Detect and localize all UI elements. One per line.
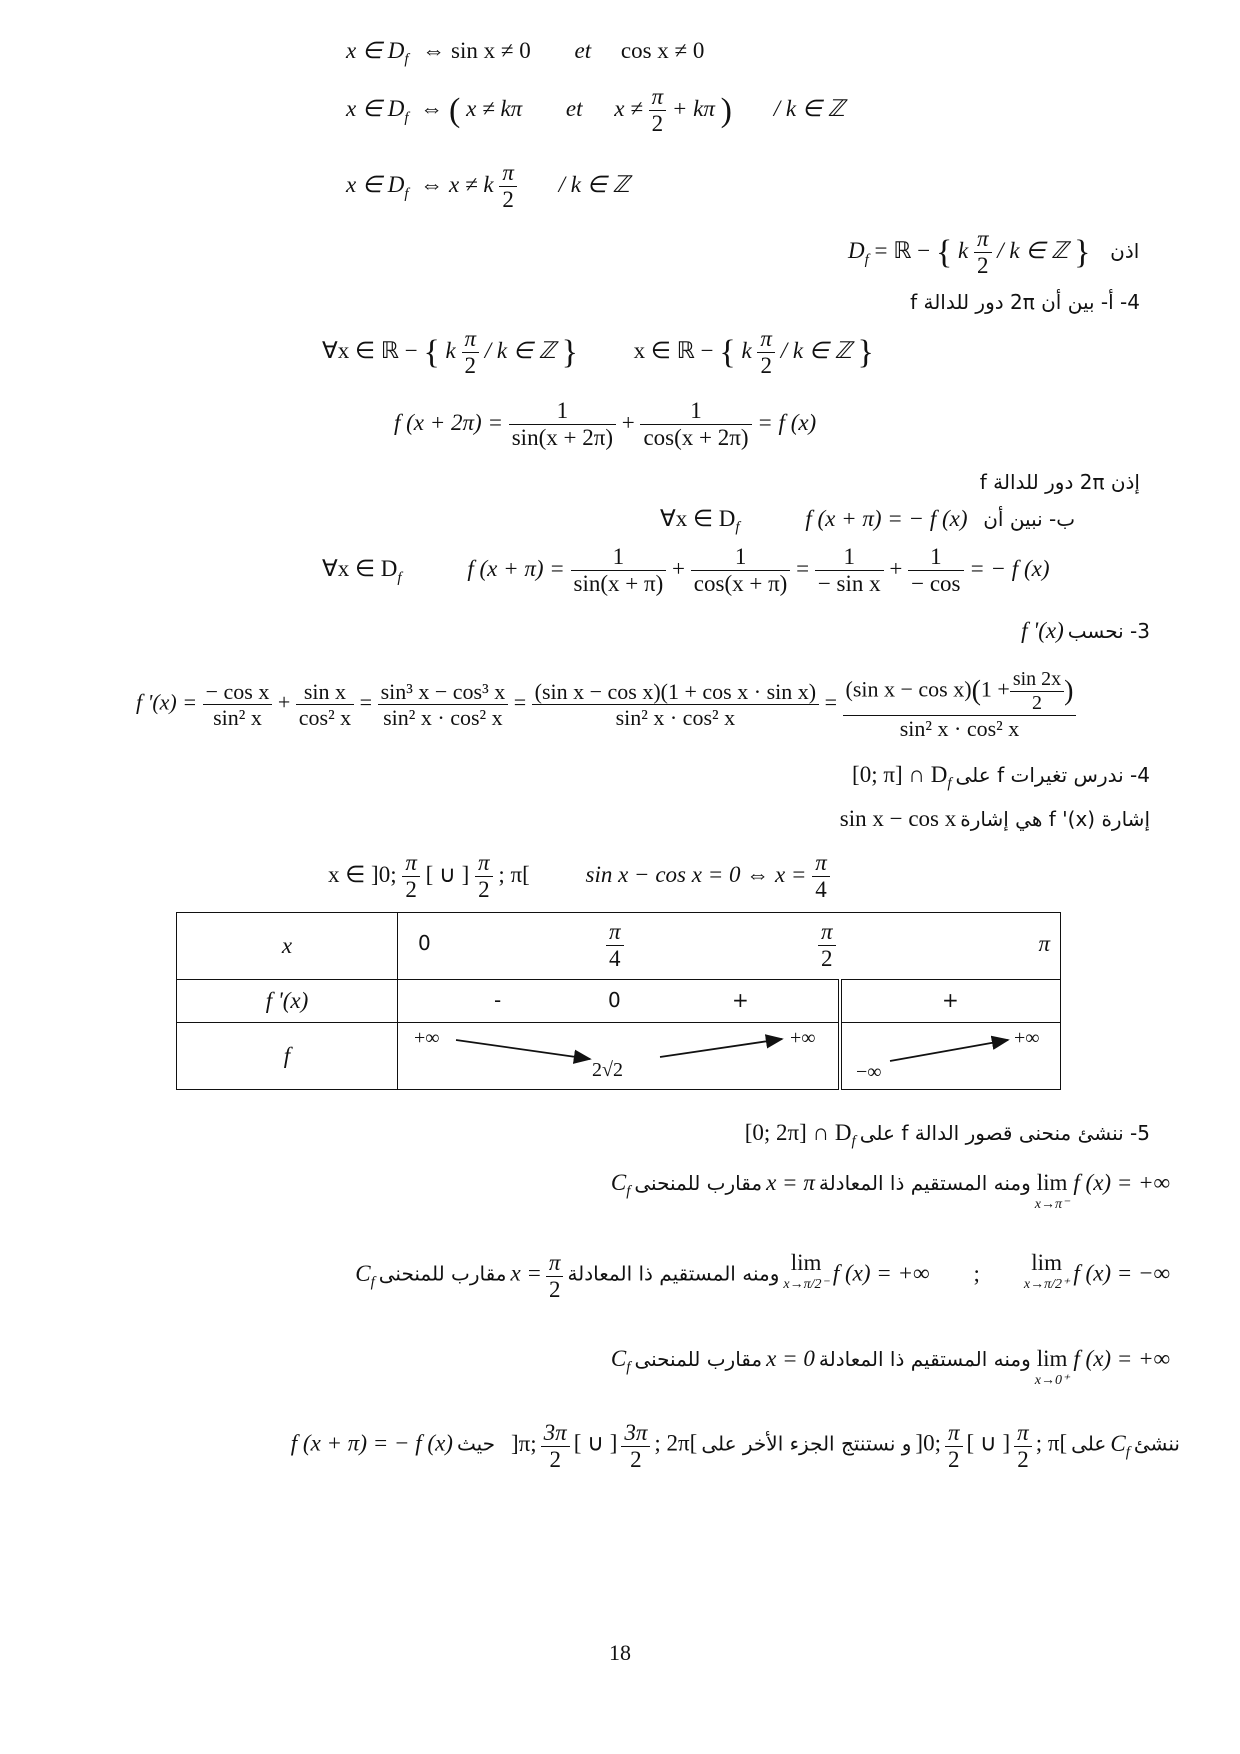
sign-plus-2: + — [942, 988, 959, 1012]
x-value-0: 0 — [418, 931, 431, 955]
domain-condition-line-3: x ∈ $D_f$ ⇔ x ≠ k $\frac{\pi}{2}$ / k ∈ ℤ — [346, 160, 630, 213]
value-minus-inf: −∞ — [856, 1061, 882, 1083]
domain-condition-line-2: x ∈ $D_f$ ⇔ ( x ≠ kπ et x ≠ $\frac{\pi}{2}$ + kπ ) / k ∈ ℤ — [346, 84, 845, 137]
sign-statement: sin x − cos x إشارة f '(x) هي إشارة — [839, 806, 1150, 831]
row-label-x: x — [177, 913, 398, 980]
x-value-pi-over-4: $\frac{\pi}{4}$ — [606, 919, 624, 973]
value-plus-inf-1: +∞ — [414, 1027, 440, 1049]
section-5-heading: [0; 2π] ∩ $D_f$ 5- ننشئ منحنى قصور الدالة f على — [744, 1120, 1150, 1150]
x-value-pi: π — [1038, 931, 1050, 956]
variation-cell-left — [398, 1023, 841, 1090]
value-2sqrt2: 2√2 — [592, 1059, 623, 1081]
asymptote-x-0: $C_f$ مقارب للمنحنى x = 0 ومنه المستقيم ذا المعادلة lim x→0⁺ f (x) = +∞ — [610, 1346, 1170, 1388]
sign-cell-left — [398, 980, 841, 1023]
variation-arrows-left — [398, 1023, 838, 1089]
x-value-pi-over-2: $\frac{\pi}{2}$ — [818, 919, 836, 973]
asymptote-x-pi-over-2: $C_f$ مقارب للمنحنى x = $\frac{\pi}{2}$ ومنه المستقيم ذا المعادلة lim x→π/2⁻ f (x) = +∞ ; lim x→π/2⁺ f (x) = −∞ — [355, 1250, 1170, 1303]
section-3-heading: f '(x) 3- نحسب — [1021, 618, 1150, 643]
domain-condition-line-1: x ∈ $D_f$ ⇔ sin x ≠ 0 et cos x ≠ 0 — [346, 38, 705, 68]
domain-result: $D_f$ = ℝ − { k $\frac{\pi}{2}$ / k ∈ ℤ } اذن — [848, 226, 1140, 279]
sign-zero: 0 — [608, 988, 621, 1012]
section-4b-statement: ∀x ∈ $D_f$ f (x + π) = − f (x) ب- نبين أن — [660, 506, 1076, 536]
page-number: 18 — [609, 1640, 631, 1665]
sign-minus: - — [494, 988, 502, 1012]
value-plus-inf-2: +∞ — [790, 1027, 816, 1049]
section-4a-heading: 4- أ- بين أن 2π دور للدالة f — [910, 290, 1140, 314]
period-2pi-equation: f (x + 2π) = $\frac{1}{\sin(x + 2\pi)}$ + $\frac{1}{\cos(x + 2\pi)}$ = f (x) — [394, 398, 817, 451]
forall-domain-line: ∀x ∈ ℝ − { k $\frac{\pi}{2}$ / k ∈ ℤ } x ∈ ℝ − { k $\frac{\pi}{2}$ / k ∈ ℤ } — [322, 326, 874, 379]
sign-plus-1: + — [732, 988, 749, 1012]
antiperiod-equation: ∀x ∈ $D_f$ f (x + π) = $\frac{1}{\sin(x + \pi)}$ + $\frac{1}{\cos(x + \pi)}$ = $\frac{1}{\text{− sin x}}$ + $\frac{1}{- \cos}$ = − f (x) — [322, 544, 1050, 597]
variation-arrow-right — [842, 1023, 1060, 1089]
conclusion-2pi: إذن 2π دور للدالة f — [979, 470, 1140, 494]
asymptote-x-pi: $C_f$ مقارب للمنحنى x = π ومنه المستقيم ذا المعادلة lim x→π⁻ f (x) = +∞ — [610, 1170, 1170, 1212]
derivative-computation: f '(x) = $\frac{\text{− cos x}}{\text{sin² x}}$ + $\frac{\text{sin x}}{\text{cos² x}}$ = $\frac{\text{sin³ x − cos³ x}}{\text{sin² x · cos² x}}$ = $\frac{\text{(sin x − cos x)(1 + cos x · sin x)}}{\text{sin² x · cos² x}}$ = (sin x − cos x)(1 + $\frac{\sin 2x}{2}$ ) sin² x · cos² x — [136, 668, 1076, 741]
variation-table — [176, 912, 1061, 1090]
construction-statement: f (x + π) = − f (x) حيث ]π; $\frac{3\pi}{2}$ [ ∪ ] $\frac{3\pi}{2}$ ; 2π[ و نستنتج الجزء الأخر على ]0; $\frac{\pi}{2}$ [ ∪ ] $\frac{\pi}{2}$ ; π[ على $C_f$ ننشئ — [290, 1420, 1180, 1473]
value-plus-inf-3: +∞ — [1014, 1027, 1040, 1049]
sign-cell-right — [840, 980, 1061, 1023]
row-label-fprime: f '(x) — [177, 980, 398, 1023]
interval-and-zero: x ∈ ]0; $\frac{\pi}{2}$ [ ∪ ] $\frac{\pi}{2}$ ; π[ sin x − cos x = 0 ⇔ x = $\frac{\pi}{4}$ — [328, 850, 830, 904]
row-label-f: f — [177, 1023, 398, 1090]
variation-cell-right — [840, 1023, 1061, 1090]
section-4-heading: [0; π] ∩ $D_f$ 4- ندرس تغيرات f على — [852, 762, 1150, 792]
x-values-cell — [398, 913, 1061, 980]
